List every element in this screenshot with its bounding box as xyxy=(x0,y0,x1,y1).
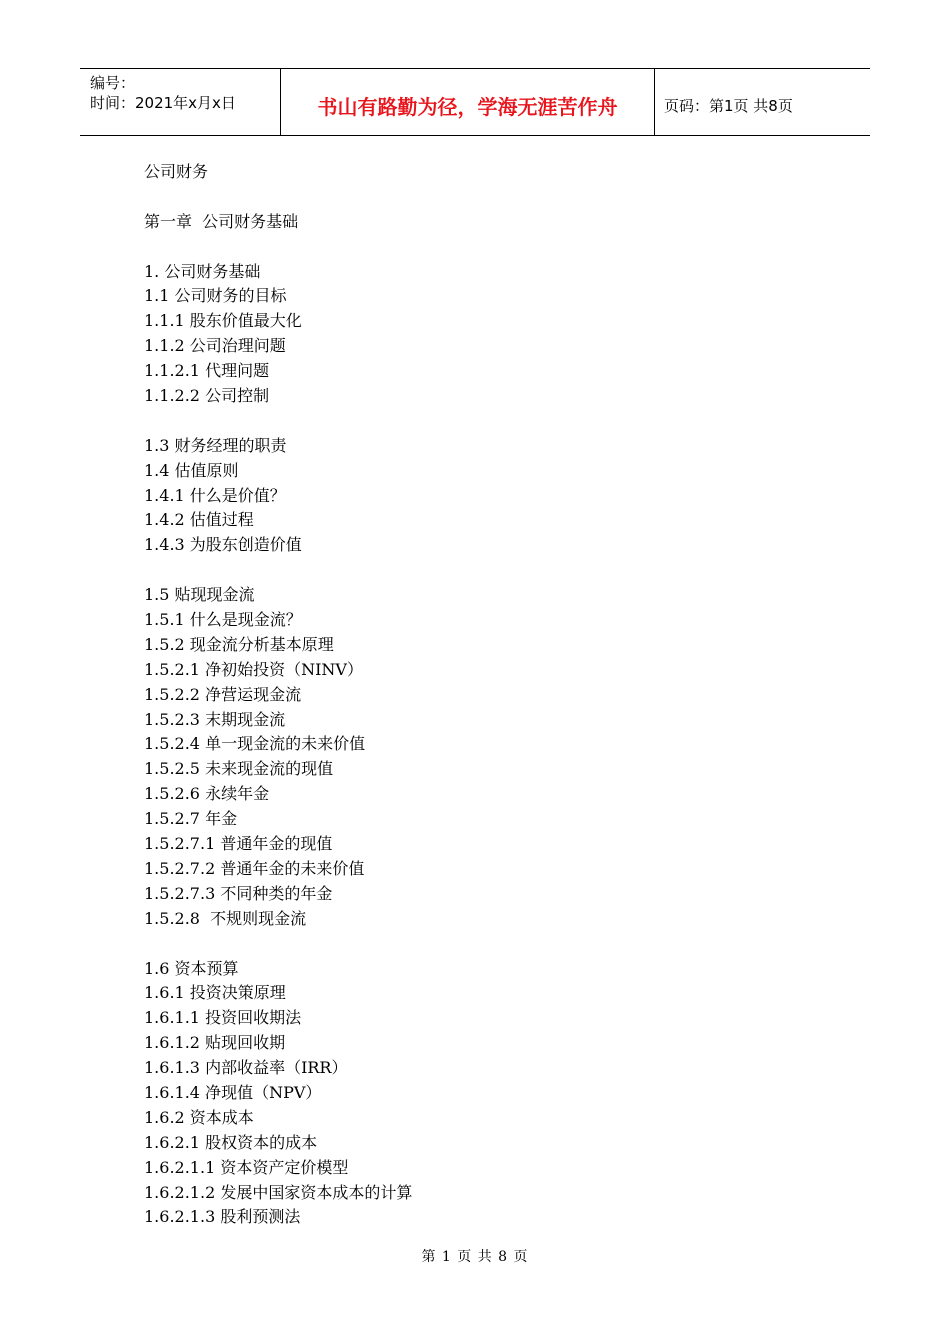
header-page-code: 页码：第1页 共8页 xyxy=(664,96,793,115)
outline-item: 1.1 公司财务的目标 xyxy=(144,286,287,306)
spacer xyxy=(144,932,412,957)
chapter-heading: 第一章 公司财务基础 xyxy=(144,211,299,231)
outline-item: 1.5.2.4 单一现金流的未来价值 xyxy=(144,734,366,754)
outline-item: 1.5.2.1 净初始投资（NINV） xyxy=(144,659,363,679)
outline-item: 1.5.1 什么是现金流？ xyxy=(144,610,302,630)
spacer xyxy=(144,235,412,260)
outline-item: 1.5.2.6 永续年金 xyxy=(144,784,270,804)
outline-item: 1.3 财务经理的职责 xyxy=(144,435,287,455)
outline-item: 1.6.1.1 投资回收期法 xyxy=(144,1008,302,1028)
outline-item: 1.4.3 为股东创造价值 xyxy=(144,535,302,555)
outline-item: 1.5.2.7.1 普通年金的现值 xyxy=(144,834,333,854)
time-label: 时间：2021年x月x日 xyxy=(90,94,236,112)
outline-item: 1.4 估值原则 xyxy=(144,460,239,480)
outline-item: 1.5.2.5 未来现金流的现值 xyxy=(144,759,334,779)
header-left-cell xyxy=(80,69,281,135)
page-footer: 第 1 页 共 8 页 xyxy=(421,1249,529,1265)
outline-item: 1.1.2.2 公司控制 xyxy=(144,386,270,406)
outline-section-2 xyxy=(144,434,412,558)
number-label: 编号： xyxy=(90,74,136,92)
outline-section-4 xyxy=(144,957,412,1231)
outline-item: 1.6.2.1 股权资本的成本 xyxy=(144,1132,318,1152)
outline-item: 1.6.2.1.2 发展中国家资本成本的计算 xyxy=(144,1182,413,1202)
outline-item: 1.6.1.4 净现值（NPV） xyxy=(144,1082,322,1102)
outline-section-3 xyxy=(144,583,412,931)
outline-item: 1.5.2.8 不规则现金流 xyxy=(144,908,307,928)
outline-item: 1.6.1.2 贴现回收期 xyxy=(144,1033,286,1053)
outline-item: 1.5.2.3 末期现金流 xyxy=(144,709,286,729)
page-header xyxy=(80,68,870,136)
outline-item: 1.5.2.2 净营运现金流 xyxy=(144,684,302,704)
outline-item: 1.6.2.1.3 股利预测法 xyxy=(144,1207,301,1227)
outline-item: 1.5.2.7.3 不同种类的年金 xyxy=(144,883,333,903)
outline-item: 1.5.2.7 年金 xyxy=(144,809,238,829)
outline-item: 1.4.2 估值过程 xyxy=(144,510,254,530)
outline-section-1 xyxy=(144,260,412,409)
spacer xyxy=(144,185,412,210)
outline-item: 1.6.2.1.1 资本资产定价模型 xyxy=(144,1157,349,1177)
outline-item: 1.1.2.1 代理问题 xyxy=(144,361,270,381)
outline-item: 1.5.2.7.2 普通年金的未来价值 xyxy=(144,858,365,878)
outline-item: 1.1.2 公司治理问题 xyxy=(144,336,286,356)
header-motto: 书山有路勤为径，学海无涯苦作舟 xyxy=(281,69,655,135)
document-title: 公司财务 xyxy=(144,162,209,181)
outline-item: 1.5 贴现现金流 xyxy=(144,585,255,605)
document-body xyxy=(144,160,412,1230)
spacer xyxy=(144,558,412,583)
outline-item: 1.6.2 资本成本 xyxy=(144,1107,254,1127)
spacer xyxy=(144,409,412,434)
outline-item: 1.4.1 什么是价值？ xyxy=(144,485,286,505)
outline-item: 1.6 资本预算 xyxy=(144,958,239,978)
outline-item: 1.1.1 股东价值最大化 xyxy=(144,311,302,331)
outline-item: 1.5.2 现金流分析基本原理 xyxy=(144,634,334,654)
outline-item: 1. 公司财务基础 xyxy=(144,261,261,281)
outline-item: 1.6.1.3 内部收益率（IRR） xyxy=(144,1058,348,1078)
outline-item: 1.6.1 投资决策原理 xyxy=(144,983,286,1003)
